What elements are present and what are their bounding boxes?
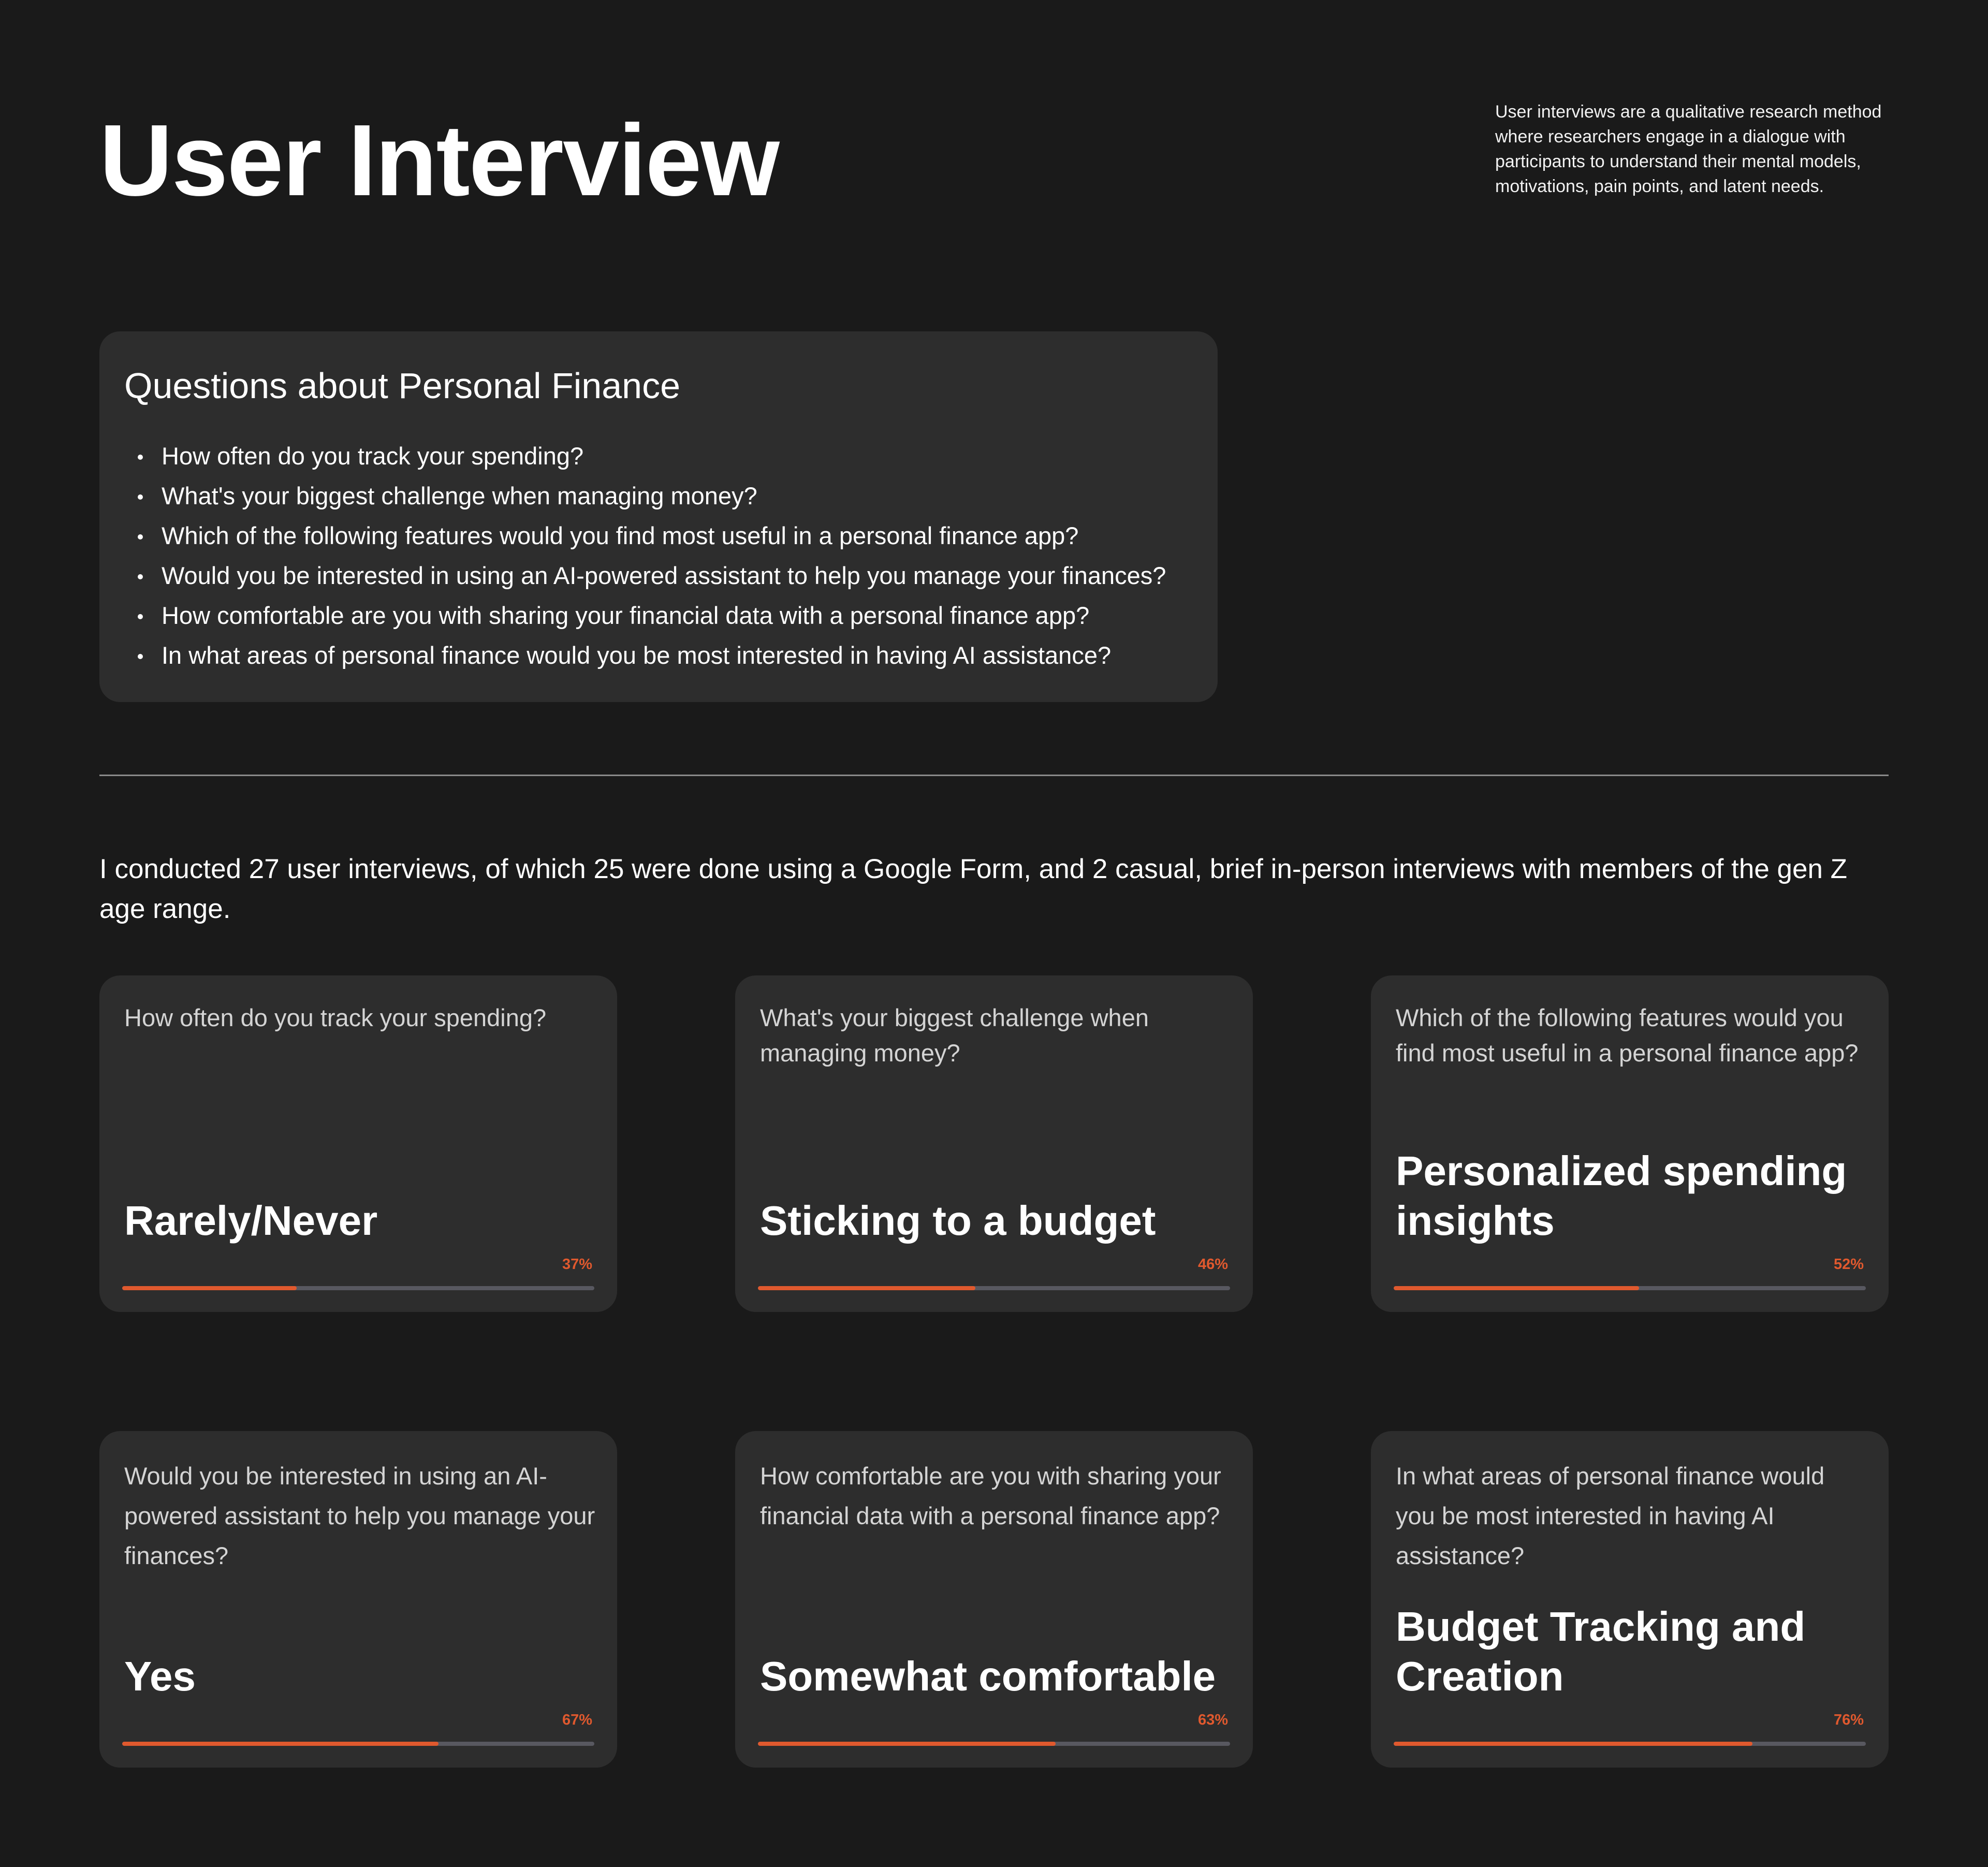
result-progress-fill [1394, 1742, 1752, 1746]
result-card-challenge [735, 975, 1253, 1312]
questions-card [99, 331, 1218, 702]
result-question: In what areas of personal finance would you be most interested in having AI assistance? [1396, 1462, 1825, 1569]
result-card-ai-assistant [99, 1431, 617, 1768]
question-item: Would you be interested in using an AI-powered assistant to help you manage your finances? [124, 556, 1193, 595]
result-percent: 46% [1197, 1256, 1228, 1273]
questions-card-title: Questions about Personal Finance [124, 366, 680, 406]
result-question: What's your biggest challenge when managing money? [760, 1004, 1149, 1067]
questions-list [124, 436, 1193, 675]
result-progress-fill [122, 1742, 438, 1746]
result-percent: 76% [1833, 1712, 1864, 1728]
result-progress-fill [758, 1286, 975, 1290]
result-progress-track [122, 1742, 594, 1746]
question-item: Which of the following features would you find most useful in a personal finance app? [124, 516, 1193, 556]
question-item: How often do you track your spending? [124, 436, 1193, 476]
question-item: How comfortable are you with sharing your financial data with a personal finance app? [124, 595, 1193, 635]
question-item: What's your biggest challenge when managing money? [124, 476, 1193, 516]
result-progress-track [758, 1286, 1230, 1290]
result-progress-fill [758, 1742, 1056, 1746]
interview-summary: I conducted 27 user interviews, of which 25 were done using a Google Form, and 2 casual, brief in-person interviews with members of the gen Z age range. [99, 854, 1848, 924]
result-card-data-sharing [735, 1431, 1253, 1768]
result-question: Which of the following features would you find most useful in a personal finance app? [1396, 1004, 1859, 1067]
result-question: How often do you track your spending? [124, 1004, 547, 1031]
result-progress-track [1394, 1742, 1866, 1746]
result-answer: Personalized spending insights [1396, 1148, 1847, 1244]
result-answer: Somewhat comfortable [760, 1653, 1216, 1699]
result-question: How comfortable are you with sharing your financial data with a personal finance app? [760, 1462, 1221, 1529]
result-percent: 63% [1197, 1712, 1228, 1728]
question-item: In what areas of personal finance would you be most interested in having AI assistance? [124, 635, 1193, 675]
result-answer: Rarely/Never [124, 1198, 378, 1244]
result-percent: 37% [562, 1256, 592, 1273]
result-progress-fill [1394, 1286, 1639, 1290]
result-percent: 67% [562, 1712, 592, 1728]
result-progress-track [122, 1286, 594, 1290]
result-card-features [1371, 975, 1889, 1312]
result-question: Would you be interested in using an AI-powered assistant to help you manage your finances? [124, 1462, 595, 1569]
result-progress-fill [122, 1286, 297, 1290]
result-progress-track [1394, 1286, 1866, 1290]
result-card-ai-areas [1371, 1431, 1889, 1768]
result-answer: Budget Tracking and Creation [1396, 1603, 1806, 1699]
result-progress-track [758, 1742, 1230, 1746]
result-percent: 52% [1833, 1256, 1864, 1273]
result-card-tracking [99, 975, 617, 1312]
intro-description: User interviews are a qualitative research method where researchers engage in a dialogue with participants to understand their mental models, motivations, pain points, and latent needs. [1495, 102, 1882, 196]
page-title: User Interview [99, 104, 779, 217]
result-answer: Yes [124, 1653, 196, 1699]
result-answer: Sticking to a budget [760, 1198, 1156, 1244]
section-divider [99, 775, 1889, 776]
